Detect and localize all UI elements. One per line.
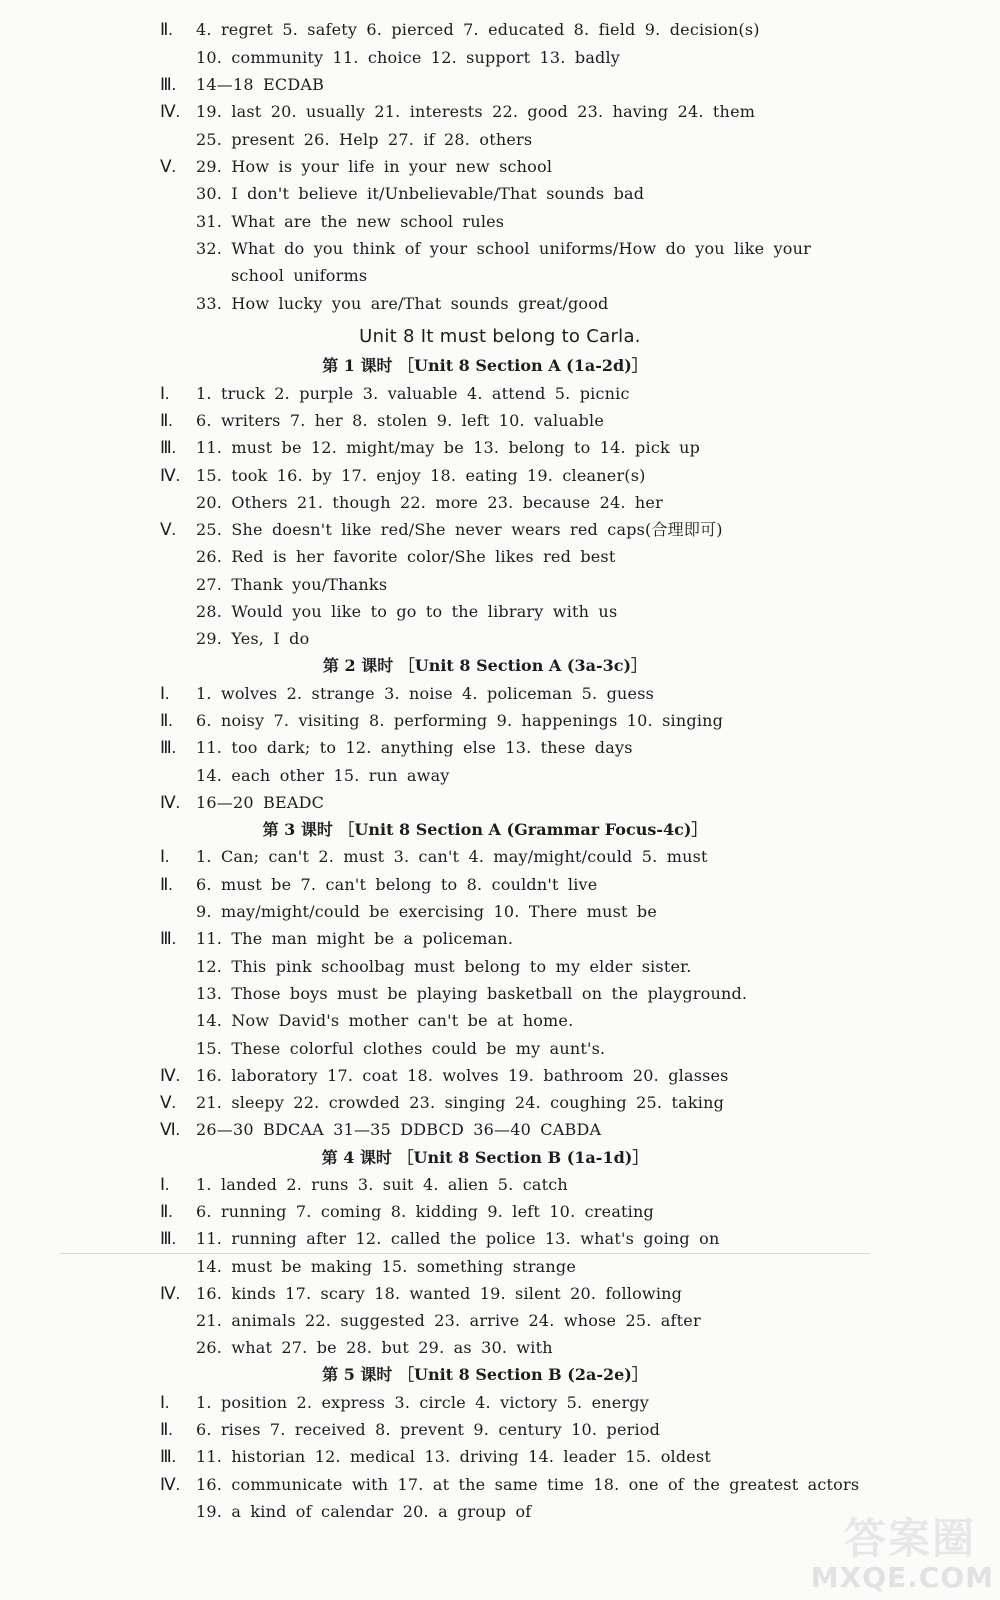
answer-text: 26—30 BDCAA 31—35 DDBCD 36—40 CABDA (196, 1120, 602, 1139)
section-numeral: Ⅱ. (160, 1420, 173, 1439)
answer-text: 1. landed 2. runs 3. suit 4. alien 5. catch (196, 1175, 568, 1194)
answer-line (0, 707, 1000, 734)
answer-line (0, 434, 1000, 461)
answer-text: 1. wolves 2. strange 3. noise 4. policeman 5. guess (196, 684, 655, 703)
answer-text: 16—20 BEADC (196, 793, 325, 812)
section-numeral: Ⅲ. (160, 738, 176, 757)
answer-line (0, 1089, 1000, 1116)
answer-text: 19. last 20. usually 21. interests 22. good 23. having 24. them (196, 102, 756, 121)
answer-text: 25. present 26. Help 27. if 28. others (196, 130, 533, 149)
answer-line (0, 290, 1000, 317)
answer-text: 6. noisy 7. visiting 8. performing 9. happenings 10. singing (196, 711, 724, 730)
answer-line (0, 235, 1000, 262)
answer-text: 21. animals 22. suggested 23. arrive 24. whose 25. after (196, 1311, 701, 1330)
answer-text: 31. What are the new school rules (196, 212, 505, 231)
watermark-url-text: MXQE.COM (810, 1561, 994, 1594)
section-numeral: Ⅰ. (160, 384, 170, 403)
answer-text: 11. must be 12. might/may be 13. belong to 14. pick up (196, 438, 701, 457)
lesson-title: 第 4 课时 ［Unit 8 Section B (1a-1d)］ (321, 1148, 649, 1167)
watermark (788, 1506, 998, 1596)
section-numeral: Ⅰ. (160, 684, 170, 703)
answer-line (0, 126, 1000, 153)
answer-line (0, 1443, 1000, 1470)
answer-text: 16. kinds 17. scary 18. wanted 19. silent 20. following (196, 1284, 683, 1303)
answer-text: 11. historian 12. medical 13. driving 14. leader 15. oldest (196, 1447, 712, 1466)
answer-text: 16. laboratory 17. coat 18. wolves 19. bathroom 20. glasses (196, 1066, 729, 1085)
answer-text: 11. running after 12. called the police 13. what's going on (196, 1229, 720, 1248)
answer-text: 27. Thank you/Thanks (196, 575, 388, 594)
answer-text: 14—18 ECDAB (196, 75, 325, 94)
answer-line (0, 953, 1000, 980)
answer-text: 26. what 27. be 28. but 29. as 30. with (196, 1338, 553, 1357)
answer-line (0, 462, 1000, 489)
section-numeral: Ⅱ. (160, 875, 173, 894)
answer-text: 19. a kind of calendar 20. a group of (196, 1502, 532, 1521)
answer-text: 33. How lucky you are/That sounds great/good (196, 294, 609, 313)
answer-text: 6. writers 7. her 8. stolen 9. left 10. valuable (196, 411, 604, 430)
section-numeral: Ⅱ. (160, 711, 173, 730)
answer-text: 4. regret 5. safety 6. pierced 7. educated 8. field 9. decision(s) (196, 20, 760, 39)
answer-text: 1. position 2. express 3. circle 4. victory 5. energy (196, 1393, 649, 1412)
answer-text: 6. running 7. coming 8. kidding 9. left 10. creating (196, 1202, 654, 1221)
answer-line (0, 1007, 1000, 1034)
section-numeral: Ⅰ. (160, 1175, 170, 1194)
answer-line (0, 980, 1000, 1007)
answer-text: 15. These colorful clothes could be my aunt's. (196, 1039, 606, 1058)
answer-line (0, 1171, 1000, 1198)
section-numeral: Ⅳ. (160, 1284, 180, 1303)
divider-line (60, 1253, 870, 1254)
section-numeral: Ⅳ. (160, 793, 180, 812)
section-numeral: Ⅱ. (160, 20, 173, 39)
lesson-title: 第 2 课时 ［Unit 8 Section A (3a-3c)］ (322, 656, 648, 675)
answer-line (0, 407, 1000, 434)
answer-text: 1. Can; can't 2. must 3. can't 4. may/might/could 5. must (196, 847, 708, 866)
answer-text: 21. sleepy 22. crowded 23. singing 24. coughing 25. taking (196, 1093, 725, 1112)
answer-line (0, 16, 1000, 43)
section-numeral: Ⅲ. (160, 75, 176, 94)
lesson-title: 第 3 课时 ［Unit 8 Section A (Grammar Focus-4c)］ (262, 820, 708, 839)
section-numeral: Ⅴ. (160, 520, 176, 539)
lesson-title: 第 5 课时 ［Unit 8 Section B (2a-2e)］ (322, 1365, 648, 1384)
answer-text: 6. rises 7. received 8. prevent 9. century 10. period (196, 1420, 661, 1439)
answer-line (0, 71, 1000, 98)
answer-text: 11. The man might be a policeman. (196, 929, 514, 948)
answer-line (0, 380, 1000, 407)
section-numeral: Ⅲ. (160, 929, 176, 948)
answer-line (0, 208, 1000, 235)
answer-line (0, 153, 1000, 180)
answer-text: school uniforms (231, 266, 368, 285)
answer-line (0, 489, 1000, 516)
section-numeral: Ⅳ. (160, 1066, 180, 1085)
answer-text: 11. too dark; to 12. anything else 13. these days (196, 738, 633, 757)
answer-line (0, 1471, 1000, 1498)
section-numeral: Ⅰ. (160, 847, 170, 866)
answer-line (0, 1307, 1000, 1334)
answer-line (0, 843, 1000, 870)
answer-text: 6. must be 7. can't belong to 8. couldn't live (196, 875, 598, 894)
lesson-title: 第 1 课时 ［Unit 8 Section A (1a-2d)］ (322, 356, 648, 375)
answer-line (0, 1225, 1000, 1252)
answer-line (0, 871, 1000, 898)
answer-text: 28. Would you like to go to the library with us (196, 602, 618, 621)
answer-text: 15. took 16. by 17. enjoy 18. eating 19. cleaner(s) (196, 466, 646, 485)
answer-text: 14. Now David's mother can't be at home. (196, 1011, 574, 1030)
answer-line (0, 543, 1000, 570)
answer-line (0, 516, 1000, 543)
section-numeral: Ⅲ. (160, 1229, 176, 1248)
answer-text: 9. may/might/could be exercising 10. There must be (196, 902, 658, 921)
section-numeral: Ⅲ. (160, 438, 176, 457)
section-numeral: Ⅳ. (160, 102, 180, 121)
answer-line (0, 98, 1000, 125)
answer-line (0, 898, 1000, 925)
answer-text: 14. must be making 15. something strange (196, 1257, 577, 1276)
answer-text: 32. What do you think of your school uniforms/How do you like your (196, 239, 811, 258)
section-numeral: Ⅵ. (160, 1120, 180, 1139)
section-numeral: Ⅱ. (160, 411, 173, 430)
answer-line (0, 1035, 1000, 1062)
answer-line (0, 734, 1000, 761)
section-numeral: Ⅲ. (160, 1447, 176, 1466)
answer-line (0, 1416, 1000, 1443)
answer-text: 10. community 11. choice 12. support 13. badly (196, 48, 621, 67)
section-numeral: Ⅱ. (160, 1202, 173, 1221)
answer-text: 13. Those boys must be playing basketball on the playground. (196, 984, 748, 1003)
section-numeral: Ⅴ. (160, 157, 176, 176)
answer-line (0, 571, 1000, 598)
answer-text: 29. Yes, I do (196, 629, 310, 648)
answer-line (0, 44, 1000, 71)
answer-line (0, 1253, 1000, 1280)
answer-text: 14. each other 15. run away (196, 766, 450, 785)
answer-text: 20. Others 21. though 22. more 23. because 24. her (196, 493, 663, 512)
answer-line (0, 762, 1000, 789)
section-numeral: Ⅰ. (160, 1393, 170, 1412)
section-numeral: Ⅳ. (160, 466, 180, 485)
answer-text: 12. This pink schoolbag must belong to my elder sister. (196, 957, 692, 976)
answer-line (0, 598, 1000, 625)
answer-text: 25. She doesn't like red/She never wears red caps(合理即可) (196, 520, 723, 539)
answer-line (0, 1116, 1000, 1143)
answer-line (0, 625, 1000, 652)
answer-line (0, 789, 1000, 816)
answer-line (0, 1334, 1000, 1361)
answer-text: 30. I don't believe it/Unbelievable/That sounds bad (196, 184, 645, 203)
answer-line (0, 680, 1000, 707)
answer-line (0, 1280, 1000, 1307)
answer-text: 1. truck 2. purple 3. valuable 4. attend 5. picnic (196, 384, 630, 403)
unit-title: Unit 8 It must belong to Carla. (359, 326, 641, 347)
answer-line (0, 180, 1000, 207)
answer-line (0, 1198, 1000, 1225)
section-numeral: Ⅳ. (160, 1475, 180, 1494)
section-numeral: Ⅴ. (160, 1093, 176, 1112)
answer-line (0, 1062, 1000, 1089)
answer-line (0, 1389, 1000, 1416)
answer-text: 29. How is your life in your new school (196, 157, 553, 176)
answer-line (0, 925, 1000, 952)
answer-text: 26. Red is her favorite color/She likes red best (196, 547, 616, 566)
answer-line (0, 262, 1000, 289)
watermark-logo-text: 答案圈 (843, 1514, 976, 1563)
answer-text: 16. communicate with 17. at the same time 18. one of the greatest actors (196, 1475, 860, 1494)
